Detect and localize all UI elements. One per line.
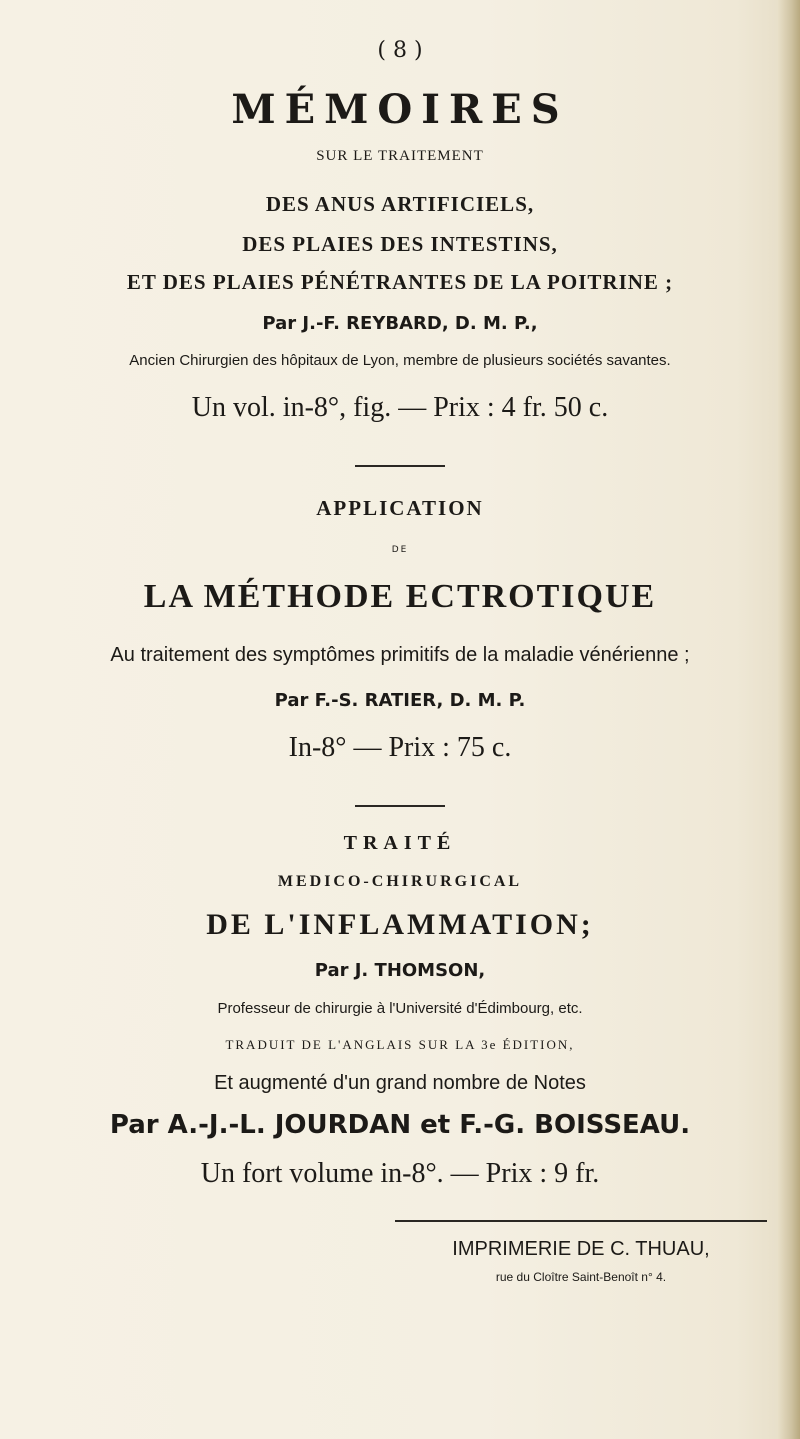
traite-augmented-note: Et augmenté d'un grand nombre de Notes <box>214 1072 586 1094</box>
application-author: Par F.-S. RATIER, D. M. P. <box>274 690 526 711</box>
application-method: LA MÉTHODE ECTROTIQUE <box>143 578 657 615</box>
traite-subtitle: MEDICO-CHIRURGICAL <box>277 873 523 890</box>
application-title: APPLICATION <box>316 496 484 520</box>
application-price: In-8° — Prix : 75 c. <box>288 732 512 763</box>
section-divider-2 <box>355 805 445 807</box>
imprint-rule <box>395 1220 767 1222</box>
memoires-author-description: Ancien Chirurgien des hôpitaux de Lyon, membre de plusieurs sociétés savantes. <box>129 352 671 369</box>
memoires-title: MÉMOIRES <box>231 86 569 133</box>
memoires-topic-line-1: DES ANUS ARTIFICIELS, <box>265 192 535 216</box>
traite-translators: Par A.-J.-L. JOURDAN et F.-G. BOISSEAU. <box>109 1110 691 1140</box>
memoires-author: Par J.-F. REYBARD, D. M. P., <box>262 313 538 334</box>
traite-author-profession: Professeur de chirurgie à l'Université d'Édimbourg, etc. <box>217 1000 583 1017</box>
memoires-topic-line-3: ET DES PLAIES PÉNÉTRANTES DE LA POITRINE ; <box>126 270 674 294</box>
memoires-subtitle: SUR LE TRAITEMENT <box>316 148 484 164</box>
traite-author: Par J. THOMSON, <box>314 960 486 981</box>
traite-title: TRAITÉ <box>343 832 457 854</box>
application-subtitle: Au traitement des symptômes primitifs de la maladie vénérienne ; <box>110 644 690 666</box>
traite-main-title: DE L'INFLAMMATION; <box>206 908 594 941</box>
page-number: ( 8 ) <box>377 38 423 63</box>
traite-translated-note: TRADUIT DE L'ANGLAIS SUR LA 3e ÉDITION, <box>225 1037 575 1052</box>
memoires-topic-line-2: DES PLAIES DES INTESTINS, <box>242 232 558 256</box>
imprint-address: rue du Cloître Saint-Benoît n° 4. <box>495 1270 667 1284</box>
traite-price: Un fort volume in-8°. — Prix : 9 fr. <box>200 1158 600 1189</box>
application-de: DE <box>391 545 409 555</box>
imprint-printer: IMPRIMERIE DE C. THUAU, <box>452 1238 710 1260</box>
memoires-price: Un vol. in-8°, fig. — Prix : 4 fr. 50 c. <box>191 392 609 423</box>
section-divider-1 <box>355 465 445 467</box>
